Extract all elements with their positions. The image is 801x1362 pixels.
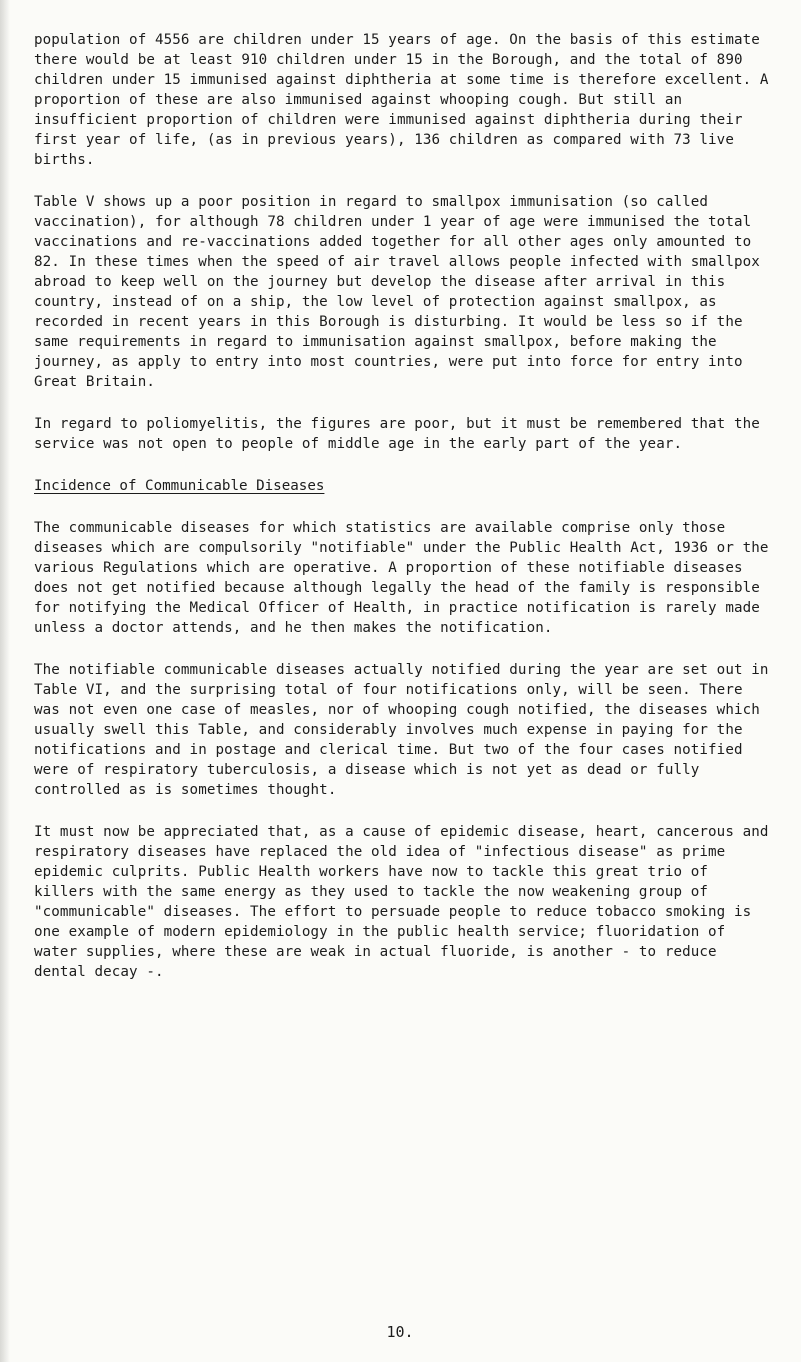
document-page — [34, 30, 774, 1004]
page-number: 10. — [386, 1323, 414, 1341]
paragraph-child-immunisation: population of 4556 are children under 15 years of age. On the basis of this estimate there would be at least 910 children under 15 in the Borough, and the total of 890 children under 15 immunised against diphtheria at some time is therefore excellent. A proportion of these are also immunised against whooping cough. But still an insufficient proportion of children were immunised against diphtheria during their first year of life, (as in previous years), 136 children as compared with 73 live births. — [34, 32, 769, 168]
paragraph-poliomyelitis: In regard to poliomyelitis, the figures are poor, but it must be remembered that the service was not open to people of middle age in the early part of the year. — [34, 416, 760, 452]
scan-edge-shadow — [0, 0, 10, 1362]
section-heading-communicable-diseases: Incidence of Communicable Diseases — [34, 478, 325, 494]
paragraph-modern-epidemiology: It must now be appreciated that, as a cause of epidemic disease, heart, cancerous and respiratory diseases have replaced the old idea of "infectious disease" as prime epidemic culprits. Public Health workers have now to tackle this great trio of killers with the same energy as they used to tackle the now weakening group of "communicable" diseases. The effort to persuade people to reduce tobacco smoking is one example of modern epidemiology in the public health service; fluoridation of water supplies, where these are weak in actual fluoride, is another - to reduce dental decay -. — [34, 824, 769, 980]
paragraph-notifiable-diseases: The communicable diseases for which statistics are available comprise only those diseases which are compulsorily "notifiable" under the Public Health Act, 1936 or the various Regulations which are operative. A proportion of these notifiable diseases does not get notified because although legally the head of the family is responsible for notifying the Medical Officer of Health, in practice notification is rarely made unless a doctor attends, and he then makes the notification. — [34, 520, 769, 636]
paragraph-smallpox-immunisation: Table V shows up a poor position in regard to smallpox immunisation (so called vaccination), for although 78 children under 1 year of age were immunised the total vaccinations and re-vaccinations added together for all other ages only amounted to 82. In these times when the speed of air travel allows people infected with smallpox abroad to keep well on the journey but develop the disease after arrival in this country, instead of on a ship, the low level of protection against smallpox, as recorded in recent years in this Borough is disturbing. It would be less so if the same requirements in regard to immunisation against smallpox, before making the journey, as apply to entry into most countries, were put into force for entry into Great Britain. — [34, 194, 760, 390]
paragraph-notifications-table-vi: The notifiable communicable diseases actually notified during the year are set out in Table VI, and the surprising total of four notifications only, will be seen. There was not even one case of measles, nor of whooping cough notified, the diseases which usually swell this Table, and considerably involves much expense in paying for the notifications and in postage and clerical time. But two of the four cases notified were of respiratory tuberculosis, a disease which is not yet as dead or fully controlled as is sometimes thought. — [34, 662, 769, 798]
